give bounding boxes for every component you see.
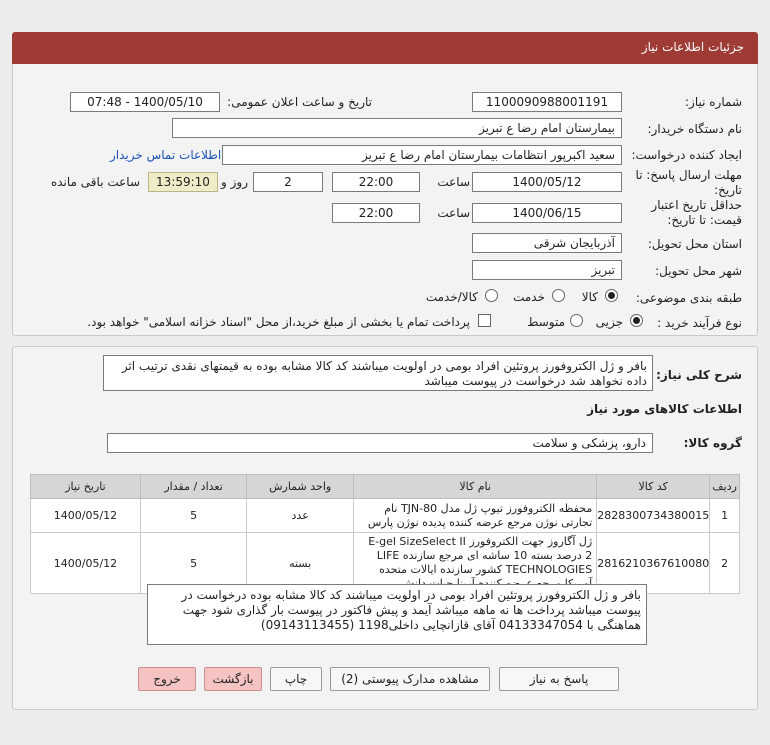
cell-unit: عدد xyxy=(247,499,354,533)
validity-time-field: 22:00 xyxy=(332,203,420,223)
buyer-notes-field: بافر و ژل الکتروفورز پروتئین افراد بومی در اولویت میباشند کد کالا مشابه بوده درخواست در پیوست میباشد پرداخت ها نه ماهه میباشد آیمد و پیش فاکتور در پیوست بار گذاری شود جهت هماهنگی با 04133347054 آقای قازانچایی داخلی1198 (09143113455) xyxy=(147,584,647,645)
validity-label-date: قیمت: تا تاریخ: xyxy=(667,213,742,227)
cell-code: 2816210367610080 xyxy=(597,533,710,594)
table-row xyxy=(31,499,740,533)
province-label: استان محل تحویل: xyxy=(647,237,742,251)
buyer-org-field: بیمارستان امام رضا ع تبریز xyxy=(172,118,622,138)
validity-label: حداقل تاریخ اعتبار xyxy=(651,198,742,212)
purchase-option-medium: متوسط xyxy=(527,315,565,329)
goods-table-header xyxy=(31,475,740,499)
announce-field: 1400/05/10 - 07:48 xyxy=(70,92,220,112)
deadline-label: مهلت ارسال پاسخ: تا xyxy=(635,168,742,182)
deadline-label-date: تاریخ: xyxy=(714,183,742,197)
goods-section-title: اطلاعات کالاهای مورد نیاز xyxy=(587,402,742,416)
cell-qty: 5 xyxy=(140,499,246,533)
goods-group-field: دارو، پزشکی و سلامت xyxy=(107,433,653,453)
col-unit: واحد شمارش xyxy=(247,475,354,499)
cell-code: 2828300734380015 xyxy=(597,499,710,533)
need-number-label: شماره نیاز: xyxy=(685,95,742,109)
col-name: نام کالا xyxy=(354,475,597,499)
cell-row: 1 xyxy=(710,499,740,533)
announce-label: تاریخ و ساعت اعلان عمومی: xyxy=(227,95,372,109)
category-option-goods-service: کالا/خدمت xyxy=(425,290,478,304)
buyer-org-label: نام دستگاه خریدار: xyxy=(647,122,742,136)
city-label: شهر محل تحویل: xyxy=(655,264,742,278)
deadline-date-field: 1400/05/12 xyxy=(472,172,622,192)
purchase-radio-medium[interactable] xyxy=(570,314,583,327)
title-bar xyxy=(12,32,758,64)
cell-name: ژل آگاروز جهت الکتروفورز E-gel SizeSelect II 2 درصد بسته 10 ساشه ای مرجع سازنده LIFE TECHNOLOGIES کشور سازنده ایالات متحده xyxy=(354,533,597,594)
validity-time-label: ساعت xyxy=(437,206,470,220)
goods-table xyxy=(30,474,740,594)
attachments-button[interactable]: مشاهده مدارک پیوستی (2) xyxy=(330,667,490,691)
cell-unit: بسته xyxy=(247,533,354,594)
purchase-type-label: نوع فرآیند خرید : xyxy=(657,316,742,330)
category-option-service: خدمت xyxy=(513,290,545,304)
print-button[interactable]: چاپ xyxy=(270,667,322,691)
category-radio-goods-service[interactable] xyxy=(485,289,498,302)
category-radio-goods[interactable] xyxy=(605,289,618,302)
col-code: کد کالا xyxy=(597,475,710,499)
remaining-label: ساعت باقی مانده xyxy=(50,175,140,189)
province-field: آذربایجان شرقی xyxy=(472,233,622,253)
category-label: طبقه بندی موضوعی: xyxy=(635,291,742,305)
back-button[interactable]: بازگشت xyxy=(204,667,262,691)
days-field: 2 xyxy=(253,172,323,192)
purchase-radio-minor[interactable] xyxy=(630,314,643,327)
col-date: تاریخ نیاز xyxy=(31,475,141,499)
deadline-time-label: ساعت xyxy=(437,175,470,189)
city-field: تبریز xyxy=(472,260,622,280)
window-title: جزئیات اطلاعات نیاز xyxy=(641,40,744,54)
need-number-field: 1100090988001191 xyxy=(472,92,622,112)
exit-button[interactable]: خروج xyxy=(138,667,196,691)
description-label: شرح کلی نیاز: xyxy=(656,368,742,382)
reply-button[interactable]: پاسخ به نیاز xyxy=(499,667,619,691)
creator-field: سعید اکبرپور انتظامات بیمارستان امام رضا ع تبریز xyxy=(222,145,622,165)
validity-date-field: 1400/06/15 xyxy=(472,203,622,223)
cell-qty: 5 xyxy=(140,533,246,594)
description-field: بافر و ژل الکتروفورز پروتئین افراد بومی در اولویت میباشند کد کالا مشابه بوده به قیمتهای نقدی ترتیب اثر داده نخواهد شد درخواست در پیوست میباشد xyxy=(103,355,653,391)
cell-date: 1400/05/12 xyxy=(31,533,141,594)
col-row: ردیف xyxy=(710,475,740,499)
cell-date: 1400/05/12 xyxy=(31,499,141,533)
goods-group-label: گروه کالا: xyxy=(683,436,742,450)
treasury-payment-note: پرداخت تمام یا بخشی از مبلغ خرید،از محل "اسناد خزانه اسلامی" خواهد بود. xyxy=(87,315,470,329)
days-label: روز و xyxy=(221,175,248,189)
buyer-contact-link[interactable]: اطلاعات تماس خریدار xyxy=(110,148,222,162)
purchase-option-minor: جزیی xyxy=(595,315,623,329)
category-radio-service[interactable] xyxy=(552,289,565,302)
cell-name: محفظه الکتروفورز تیوپ ژل مدل TJN-80 نام تجارتی نوژن مرجع عرضه کننده پدیده نوژن پارس xyxy=(354,499,597,533)
remaining-time-field: 13:59:10 xyxy=(148,172,218,192)
category-option-goods: کالا xyxy=(581,290,598,304)
col-qty: تعداد / مقدار xyxy=(140,475,246,499)
cell-row: 2 xyxy=(710,533,740,594)
deadline-time-field: 22:00 xyxy=(332,172,420,192)
creator-label: ایجاد کننده درخواست: xyxy=(631,148,742,162)
treasury-payment-checkbox[interactable] xyxy=(478,314,491,327)
